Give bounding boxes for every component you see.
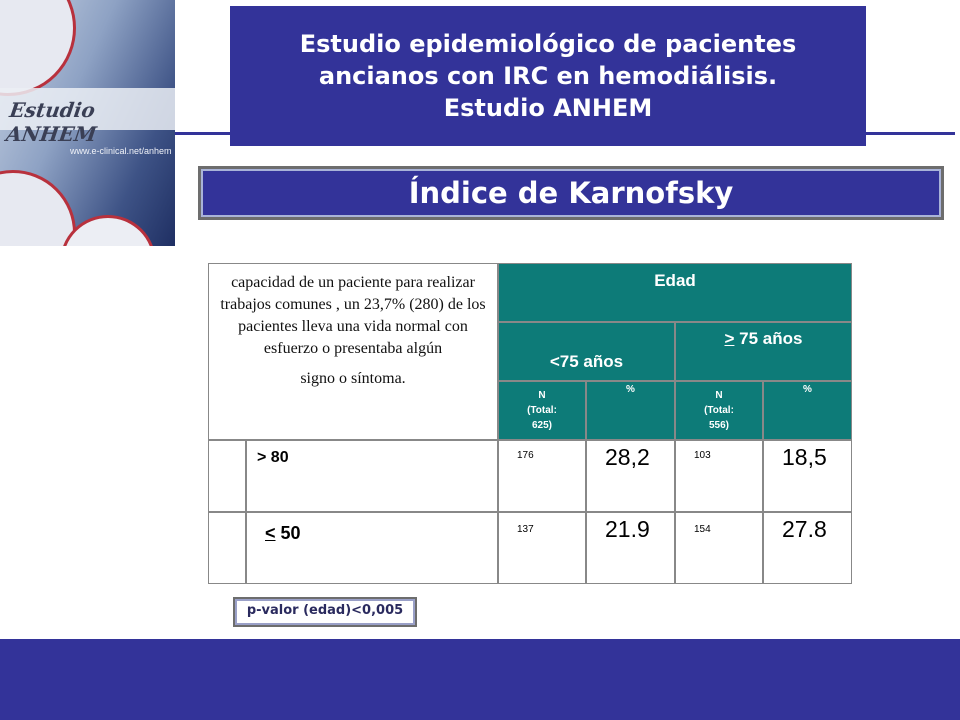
p-value: p-valor (edad)<0,005 bbox=[235, 599, 415, 625]
title-line-1: Estudio epidemiológico de pacientes bbox=[299, 30, 797, 58]
header-ge75 bbox=[675, 322, 852, 381]
table-row-spacer bbox=[208, 440, 246, 512]
section-header bbox=[198, 166, 944, 220]
p-value-box bbox=[233, 597, 417, 627]
description-text: capacidad de un paciente para realizar trabajos comunes , un 23,7% (280) de los pacientes lleva una vida normal con esfuerzo o presentaba algún bbox=[220, 274, 486, 357]
col-n2-line2: (Total: bbox=[704, 405, 734, 416]
title-line-2: ancianos con IRC en hemodiálisis. bbox=[318, 62, 778, 90]
col-n2-line1: N bbox=[715, 390, 723, 401]
anhem-logo bbox=[0, 0, 175, 246]
header-edad: Edad bbox=[498, 263, 852, 322]
title-box bbox=[230, 6, 866, 146]
row-pct2: 18,5 bbox=[763, 440, 852, 512]
row-pct1: 28,2 bbox=[586, 440, 675, 512]
karnofsky-table bbox=[208, 263, 852, 584]
row-pct1: 21.9 bbox=[586, 512, 675, 584]
col-pct2: % bbox=[763, 381, 852, 440]
row-n1: 176 bbox=[498, 440, 586, 512]
description-cell bbox=[208, 263, 498, 440]
footer-band bbox=[0, 639, 960, 720]
col-n2-line3: 556) bbox=[708, 420, 729, 431]
col-n1 bbox=[498, 381, 586, 440]
logo-title: Estudio ANHEM bbox=[4, 98, 99, 146]
row-label-symbol: < bbox=[265, 523, 276, 543]
row-n1: 137 bbox=[498, 512, 586, 584]
row-label bbox=[246, 512, 498, 584]
description-last: signo o síntoma. bbox=[300, 370, 406, 387]
section-title: Índice de Karnofsky bbox=[201, 169, 941, 217]
row-n2: 103 bbox=[675, 440, 763, 512]
table-row-spacer bbox=[208, 512, 246, 584]
col-n1-line2: (Total: bbox=[527, 405, 557, 416]
col-n1-line3: 625) bbox=[531, 420, 552, 431]
row-n2: 154 bbox=[675, 512, 763, 584]
title-line-3: Estudio ANHEM bbox=[443, 94, 653, 122]
col-n2 bbox=[675, 381, 763, 440]
ge75-text: 75 años bbox=[734, 329, 803, 348]
row-label-text: 50 bbox=[275, 523, 301, 543]
slide-title bbox=[300, 28, 797, 124]
row-pct2: 27.8 bbox=[763, 512, 852, 584]
logo-url: www.e-clinical.net/anhem bbox=[70, 146, 172, 156]
ge-symbol: > bbox=[724, 329, 735, 348]
row-label: > 80 bbox=[246, 440, 498, 512]
col-pct1: % bbox=[586, 381, 675, 440]
col-n1-line1: N bbox=[538, 390, 546, 401]
header-lt75: <75 años bbox=[498, 322, 675, 381]
